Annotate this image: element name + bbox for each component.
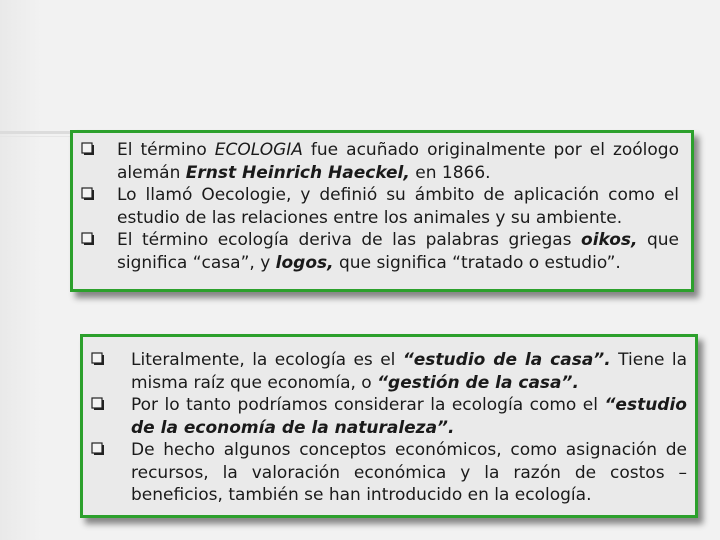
list-item <box>81 184 679 229</box>
emphasis-text: logos, <box>275 252 334 273</box>
text-run: Lo llamó Oecologie, y definió su ámbito de aplicación como el estudio de las relaciones entre los animales y su ambiente. <box>117 185 679 228</box>
slide-side-stripe <box>0 0 42 540</box>
text-run: Por lo tanto podríamos considerar la ecología como el <box>131 395 605 415</box>
emphasis-text: oikos, <box>581 230 638 250</box>
text-box-origin <box>70 130 694 292</box>
text-box-meaning <box>80 334 698 518</box>
text-run: Tiene la misma raíz que economía, o <box>131 350 687 393</box>
text-run: Literalmente, la ecología es el <box>131 350 403 370</box>
list-item <box>91 394 687 439</box>
text-run: De hecho algunos conceptos económicos, como asignación de recursos, la valoración económica y la razón de costos – beneficios, también se han introducido en la ecología. <box>131 440 687 505</box>
list-item <box>81 139 679 184</box>
checkbox-bullet-icon <box>81 232 95 246</box>
text-run: que significa “tratado o estudio”. <box>333 252 621 273</box>
emphasis-text: ECOLOGIA <box>214 140 303 160</box>
list-item <box>91 439 687 507</box>
text-run: en 1866. <box>409 162 491 183</box>
text-run: que significa “casa”, y <box>117 230 679 273</box>
checkbox-bullet-icon <box>91 397 105 411</box>
text-run: El término ecología deriva de las palabras griegas <box>117 230 582 250</box>
list-item <box>91 349 687 394</box>
text-run: fue acuñado originalmente por el zoólogo alemán <box>117 140 679 183</box>
checkbox-bullet-icon <box>81 187 95 201</box>
emphasis-text: “estudio de la economía de la naturaleza”. <box>131 395 687 438</box>
bullet-list <box>91 349 687 507</box>
list-item <box>81 229 679 274</box>
emphasis-text: Ernst Heinrich Haeckel, <box>185 162 410 183</box>
checkbox-bullet-icon <box>81 142 95 156</box>
checkbox-bullet-icon <box>91 442 105 456</box>
emphasis-text: “gestión de la casa”. <box>377 372 579 393</box>
bullet-list <box>81 139 679 274</box>
text-run: El término <box>117 140 215 160</box>
emphasis-text: “estudio de la casa”. <box>402 350 611 370</box>
checkbox-bullet-icon <box>91 352 105 366</box>
